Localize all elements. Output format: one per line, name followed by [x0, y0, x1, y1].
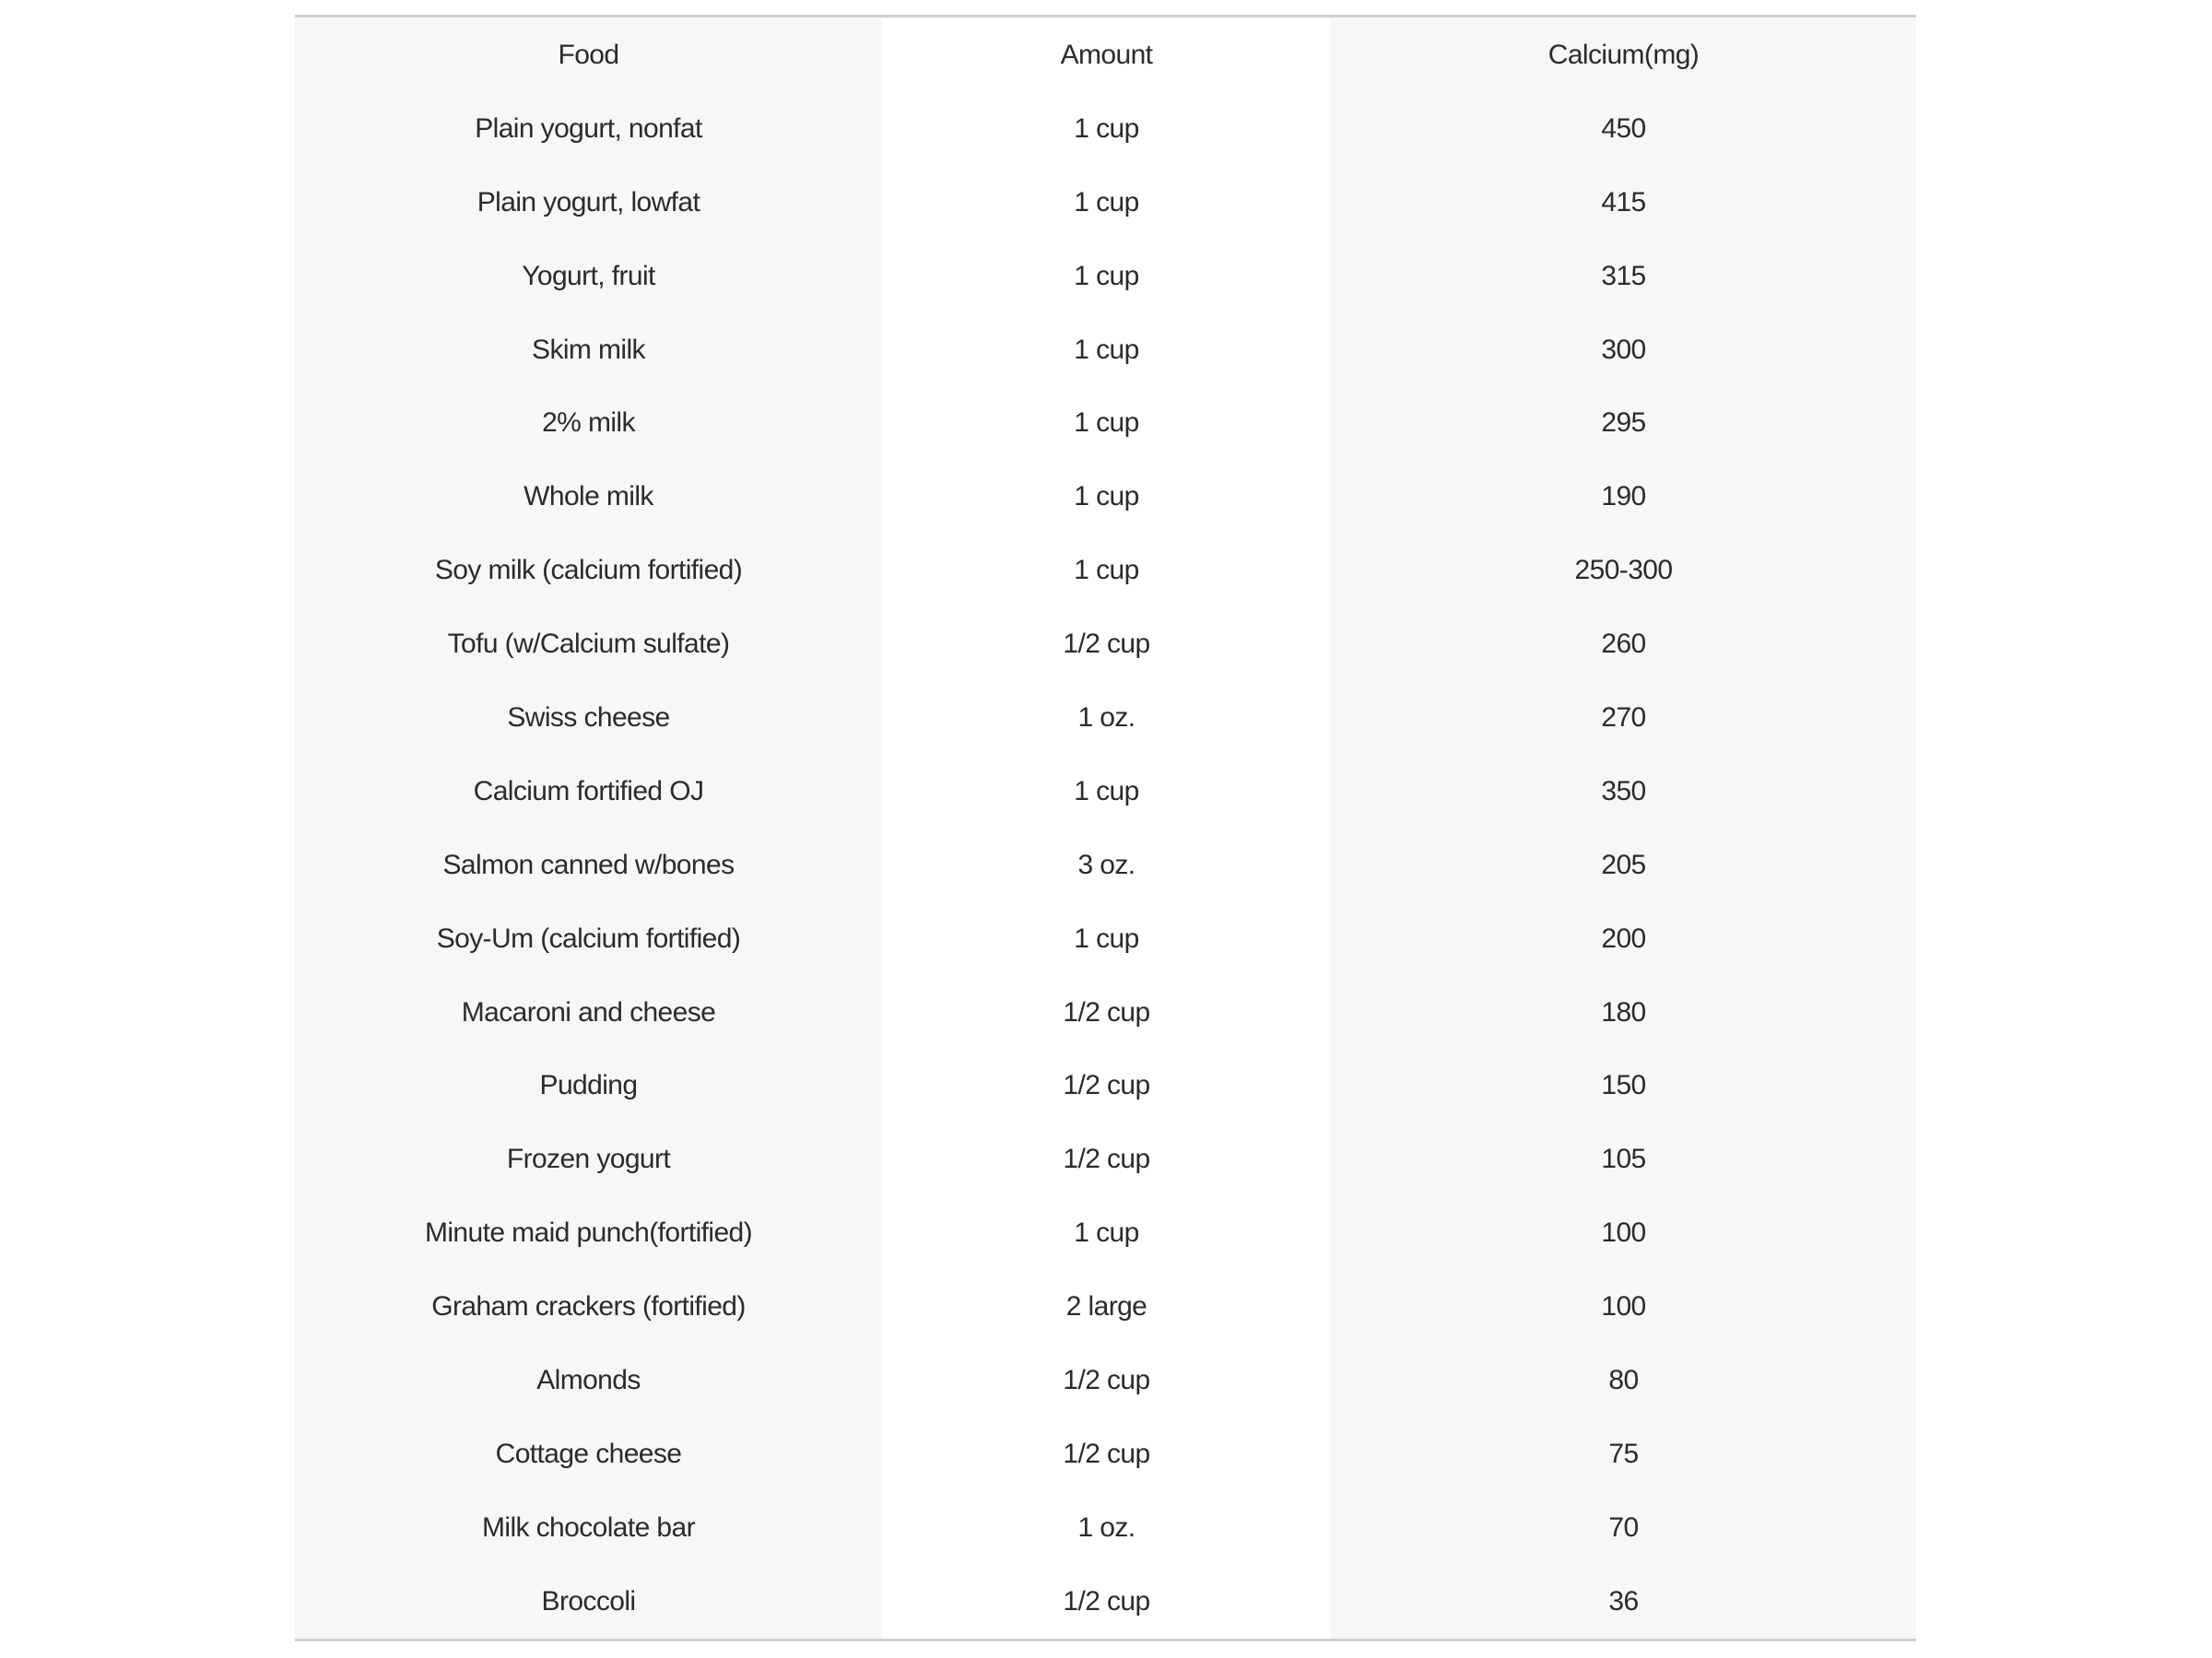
cell-amount: 1/2 cup: [882, 1565, 1331, 1639]
cell-amount: 1 cup: [882, 460, 1331, 534]
cell-amount: 1 cup: [882, 386, 1331, 460]
cell-calcium: 70: [1331, 1491, 1916, 1565]
table-header-row: [295, 18, 1916, 92]
cell-food: Pudding: [295, 1049, 882, 1123]
cell-food: Soy-Um (calcium fortified): [295, 902, 882, 976]
header-food: Food: [295, 18, 882, 92]
table-row: [295, 166, 1916, 240]
cell-food: Soy milk (calcium fortified): [295, 534, 882, 607]
cell-calcium: 105: [1331, 1123, 1916, 1196]
table-row: [295, 92, 1916, 166]
table-body: [295, 92, 1916, 1639]
cell-amount: 1 cup: [882, 534, 1331, 607]
cell-amount: 1 cup: [882, 1196, 1331, 1270]
cell-calcium: 100: [1331, 1270, 1916, 1344]
cell-calcium: 295: [1331, 386, 1916, 460]
cell-amount: 1 cup: [882, 902, 1331, 976]
cell-calcium: 450: [1331, 92, 1916, 166]
cell-amount: 1 cup: [882, 166, 1331, 240]
cell-food: Frozen yogurt: [295, 1123, 882, 1196]
cell-food: Almonds: [295, 1344, 882, 1417]
table-row: [295, 755, 1916, 829]
cell-calcium: 205: [1331, 829, 1916, 902]
table-row: [295, 1565, 1916, 1639]
cell-calcium: 190: [1331, 460, 1916, 534]
cell-food: Milk chocolate bar: [295, 1491, 882, 1565]
table-row: [295, 1049, 1916, 1123]
cell-calcium: 350: [1331, 755, 1916, 829]
cell-calcium: 315: [1331, 240, 1916, 313]
cell-food: Salmon canned w/bones: [295, 829, 882, 902]
table-row: [295, 681, 1916, 755]
cell-amount: 1 cup: [882, 755, 1331, 829]
cell-calcium: 180: [1331, 976, 1916, 1050]
cell-food: Macaroni and cheese: [295, 976, 882, 1050]
cell-food: Cottage cheese: [295, 1417, 882, 1491]
cell-food: Plain yogurt, lowfat: [295, 166, 882, 240]
table-row: [295, 829, 1916, 902]
cell-food: Skim milk: [295, 313, 882, 387]
cell-amount: 1 cup: [882, 313, 1331, 387]
calcium-table: [295, 18, 1916, 1639]
header-amount: Amount: [882, 18, 1331, 92]
cell-amount: 1 cup: [882, 92, 1331, 166]
cell-calcium: 150: [1331, 1049, 1916, 1123]
cell-calcium: 36: [1331, 1565, 1916, 1639]
table-row: [295, 313, 1916, 387]
table-row: [295, 1344, 1916, 1417]
cell-food: 2% milk: [295, 386, 882, 460]
cell-amount: 1 cup: [882, 240, 1331, 313]
table-row: [295, 386, 1916, 460]
cell-amount: 1/2 cup: [882, 1049, 1331, 1123]
cell-calcium: 260: [1331, 607, 1916, 681]
table-row: [295, 607, 1916, 681]
cell-amount: 1 oz.: [882, 1491, 1331, 1565]
cell-food: Tofu (w/Calcium sulfate): [295, 607, 882, 681]
cell-calcium: 270: [1331, 681, 1916, 755]
cell-amount: 3 oz.: [882, 829, 1331, 902]
table-row: [295, 976, 1916, 1050]
cell-food: Swiss cheese: [295, 681, 882, 755]
cell-amount: 1/2 cup: [882, 1123, 1331, 1196]
cell-calcium: 300: [1331, 313, 1916, 387]
cell-amount: 1/2 cup: [882, 1344, 1331, 1417]
table-row: [295, 902, 1916, 976]
cell-food: Whole milk: [295, 460, 882, 534]
header-calcium: Calcium(mg): [1331, 18, 1916, 92]
calcium-table-container: [295, 15, 1916, 1641]
cell-calcium: 250-300: [1331, 534, 1916, 607]
cell-amount: 2 large: [882, 1270, 1331, 1344]
table-row: [295, 1196, 1916, 1270]
cell-amount: 1/2 cup: [882, 607, 1331, 681]
cell-amount: 1/2 cup: [882, 976, 1331, 1050]
table-row: [295, 460, 1916, 534]
table-row: [295, 240, 1916, 313]
cell-calcium: 200: [1331, 902, 1916, 976]
table-row: [295, 1123, 1916, 1196]
table-row: [295, 1270, 1916, 1344]
cell-food: Minute maid punch(fortified): [295, 1196, 882, 1270]
cell-calcium: 75: [1331, 1417, 1916, 1491]
cell-calcium: 100: [1331, 1196, 1916, 1270]
table-row: [295, 1417, 1916, 1491]
cell-amount: 1/2 cup: [882, 1417, 1331, 1491]
cell-amount: 1 oz.: [882, 681, 1331, 755]
cell-food: Broccoli: [295, 1565, 882, 1639]
cell-calcium: 80: [1331, 1344, 1916, 1417]
cell-food: Graham crackers (fortified): [295, 1270, 882, 1344]
cell-calcium: 415: [1331, 166, 1916, 240]
cell-food: Plain yogurt, nonfat: [295, 92, 882, 166]
table-row: [295, 1491, 1916, 1565]
table-row: [295, 534, 1916, 607]
cell-food: Yogurt, fruit: [295, 240, 882, 313]
cell-food: Calcium fortified OJ: [295, 755, 882, 829]
